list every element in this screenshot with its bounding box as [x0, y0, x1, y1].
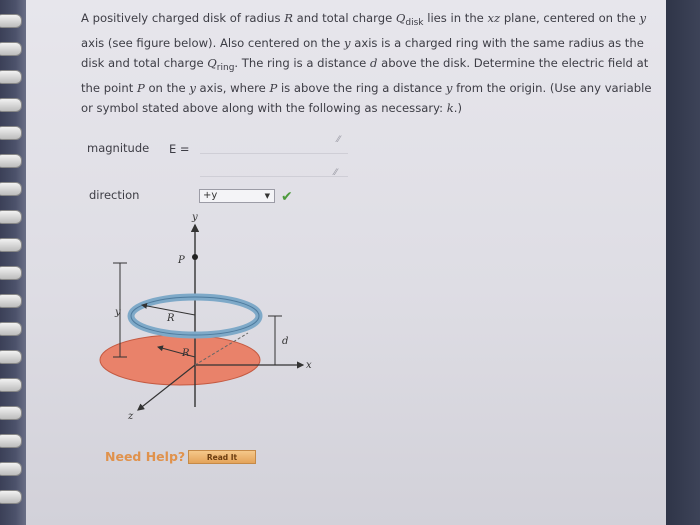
d-dimension-label: d — [282, 336, 289, 347]
binding-ring — [0, 462, 22, 476]
chevron-down-icon: ▼ — [264, 192, 270, 200]
ring-radius-label: R — [167, 313, 175, 324]
magnitude-equation: E = — [169, 142, 190, 156]
binding-ring — [0, 434, 22, 448]
binding-ring — [0, 42, 22, 56]
binding-ring — [0, 294, 22, 308]
binding-ring — [0, 322, 22, 336]
read-it-button[interactable]: Read It — [188, 450, 256, 464]
point-p — [192, 254, 198, 260]
binding-ring — [0, 350, 22, 364]
binding-ring — [0, 182, 22, 196]
y-dimension-label: y — [115, 307, 121, 318]
magnitude-input-extra[interactable] — [200, 176, 348, 177]
binding-ring — [0, 70, 22, 84]
binding-ring — [0, 14, 22, 28]
binding-ring — [0, 210, 22, 224]
magnitude-label: magnitude — [87, 141, 150, 155]
point-p-label: P — [178, 255, 185, 266]
x-axis-label: x — [306, 360, 312, 371]
direction-label: direction — [89, 188, 140, 202]
binding-ring — [0, 266, 22, 280]
binding-ring — [0, 154, 22, 168]
disk-radius-label: R — [182, 348, 190, 359]
resize-handle-icon[interactable]: ⁄⁄ — [334, 168, 338, 178]
notebook-binding — [0, 0, 26, 525]
binding-ring — [0, 126, 22, 140]
binding-ring — [0, 378, 22, 392]
question-text: A positively charged disk of radius R and total charge $Q_{disk}$ lies in the xz plane, centered on the y axis (see figure below). Also centered on the y axis is a charged ring with the same radius as the disk and total charge $Q_{ring}$. The ring is a distance d above the disk. Determine the electric field at the point P on the y axis, where P is above the ring a distance y from the origin. (Use any variable or symbol stated above along with the following as necessary: k.) — [81, 11, 652, 115]
direction-selected-value: +y — [203, 190, 218, 201]
y-axis-label: y — [192, 212, 198, 223]
checkmark-icon: ✔ — [281, 189, 293, 205]
z-axis-label: z — [128, 411, 134, 422]
binding-ring — [0, 98, 22, 112]
resize-handle-icon[interactable]: ⁄⁄ — [337, 135, 341, 145]
binding-ring — [0, 490, 22, 504]
charged-disk-ring-figure — [98, 205, 328, 430]
direction-select[interactable] — [199, 189, 275, 203]
magnitude-input[interactable] — [200, 153, 348, 154]
background-strip — [666, 0, 700, 525]
binding-ring — [0, 406, 22, 420]
need-help-label: Need Help? — [105, 449, 186, 464]
binding-ring — [0, 238, 22, 252]
